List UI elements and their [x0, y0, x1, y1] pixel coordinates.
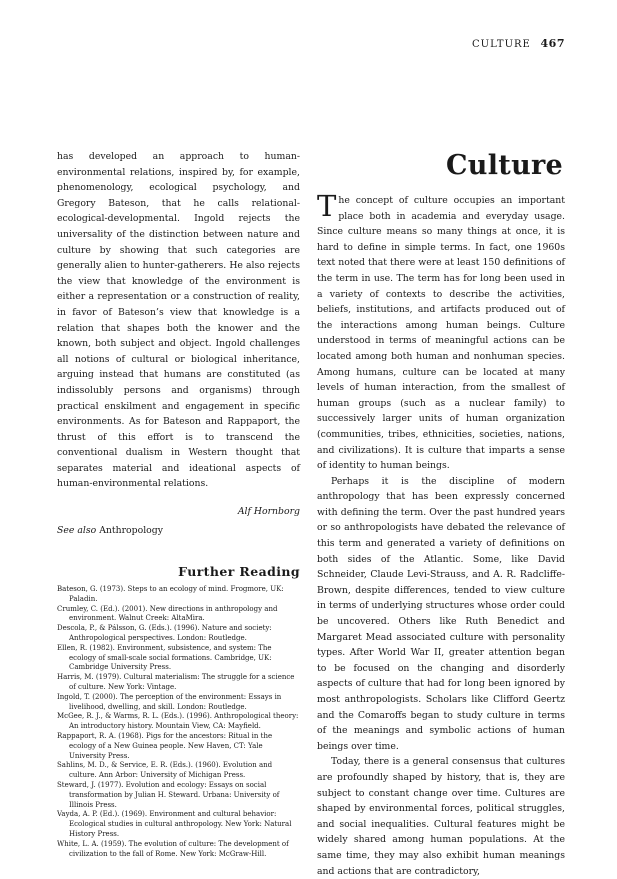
- reference-item: Rappaport, R. A. (1968). Pigs for the ancestors: Ritual in the ecology of a New Guinea people. New Haven, CT: Yale University Press.: [57, 732, 273, 760]
- running-title: CULTURE: [472, 39, 531, 50]
- author-signature: Alf Hornborg: [237, 506, 300, 518]
- see-also-label: See also: [57, 525, 97, 537]
- reference-item: Harris, M. (1979). Cultural materialism: The struggle for a science of culture. New York: Vintage.: [57, 673, 295, 692]
- reference-item: Descola, P., & Pálsson, G. (Eds.). (1996). Nature and society: Anthropological perspectives. London: Routledge.: [57, 624, 272, 643]
- left-column: [57, 149, 300, 859]
- reference-item: Crumley, C. (Ed.). (2001). New directions in anthropology and environment. Walnut Creek: AltaMira.: [57, 604, 278, 623]
- reference-item: Ellen, R. (1982). Environment, subsistence, and system: The ecology of small-scale social formations. Cambridge, UK: Cambridge University Press.: [57, 643, 272, 672]
- running-header: [472, 37, 565, 50]
- reference-item: Sahlins, M. D., & Service, E. R. (Eds.). (1960). Evolution and culture. Ann Arbor: University of Michigan Press.: [57, 761, 273, 780]
- paragraph-anthropology: Perhaps it is the discipline of modern anthropology that has been expressly concerned with defining the term. Over the past hundred years or so anthropologists have debated the relevance of this term and generated a variety of definitions on both sides of the Atlantic. Some, like David Schneider, Claude Levi-Strauss, and A. R. Radcliffe-Brown, despite differences, tended to view culture in terms of underlying structures whose order could be uncovered. Others like Ruth Benedict and Margaret Mead associated culture with personality types. After World War II, greater attention began to be focused on the changing and disorderly aspects of culture that had for long been ignored by most anthropologists. Scholars like Clifford Geertz and the Comaroffs began to study culture in terms of the meanings and symbolic actions of human beings over time.: [317, 475, 565, 752]
- left-body: [57, 149, 300, 492]
- reference-item: Steward, J. (1977). Evolution and ecology: Essays on social transformation by Julian H. Steward. Urbana: University of Illinois Press.: [57, 781, 280, 809]
- right-body: [317, 189, 565, 879]
- paragraph-intro-text: he concept of culture occupies an important place both in academia and everyday usage. Since culture means so many things at once, it is hard to define in simple terms. In fact, one 1960s text noted that there were at least 150 definitions of the term in use. The term has for long been used in a variety of contexts to describe the activities, beliefs, institutions, and artifacts produced out of the interactions among human beings. Culture understood in terms of meaningful actions can be located among both human and nonhuman species. Among humans, culture can be located at many levels of human interaction, from the smallest of human groups (such as a nuclear family) to successively larger units of human organization (communities, tribes, ethnicities, societies, nations, and civilizations). It is culture that imparts a sense of identity to human beings.: [317, 195, 565, 472]
- right-column: [317, 149, 565, 879]
- page-number: 467: [540, 37, 565, 50]
- reference-item: McGee, R. J., & Warms, R. L. (Eds.). (1996). Anthropological theory: An introductory history. Mountain View, CA: Mayfield.: [57, 712, 299, 731]
- continued-paragraph: has developed an approach to human-environmental relations, inspired by, for example, phenomenology, ecological psychology, and Gregory Bateson, that he calls relational-ecological-developmental. Ingold rejects the universality of the distinction between nature and culture by showing that such categories are generally alien to hunter-gatherers. He also rejects the view that knowledge of the environment is either a representation or a construction of reality, in favor of Bateson’s view that knowledge is a relation that shapes both the knower and the known, both subject and object. Ingold challenges all notions of cultural or biological inheritance, arguing instead that humans are constituted (as indissolubly persons and organisms) through practical enskilment and engagement in specific environments. As for Bateson and Rappaport, the thrust of this effort is to transcend the conventional dualism in Western thought that separates material and ideational aspects of human-environmental relations.: [57, 151, 300, 490]
- reference-item: Vayda, A. P. (Ed.). (1969). Environment and cultural behavior: Ecological studies in cultural anthropology. New York: Natural History Press.: [57, 810, 292, 838]
- paragraph-intro: [317, 189, 565, 474]
- reference-item: White, L. A. (1959). The evolution of culture: The development of civilization to the fall of Rome. New York: McGraw-Hill.: [57, 839, 289, 858]
- further-reading-heading: Further Reading: [178, 564, 300, 580]
- reference-list: [57, 585, 300, 859]
- drop-cap: T: [317, 189, 337, 223]
- reference-item: Bateson, G. (1973). Steps to an ecology of mind. Frogmore, UK: Paladin.: [57, 585, 284, 603]
- paragraph-consensus: Today, there is a general consensus that cultures are profoundly shaped by history, that is, they are subject to constant change over time. Cultures are shaped by environmental forces, political struggles, and social inequalities. Cultural features might be widely shared among human populations. At the same time, they may also exhibit human meanings and actions that are contradictory,: [317, 756, 565, 877]
- see-also: [57, 525, 300, 536]
- article-title: Culture: [446, 150, 563, 181]
- see-also-link[interactable]: Anthropology: [99, 525, 163, 537]
- reference-item: Ingold, T. (2000). The perception of the environment: Essays in livelihood, dwelling, and skill. London: Routledge.: [57, 692, 282, 711]
